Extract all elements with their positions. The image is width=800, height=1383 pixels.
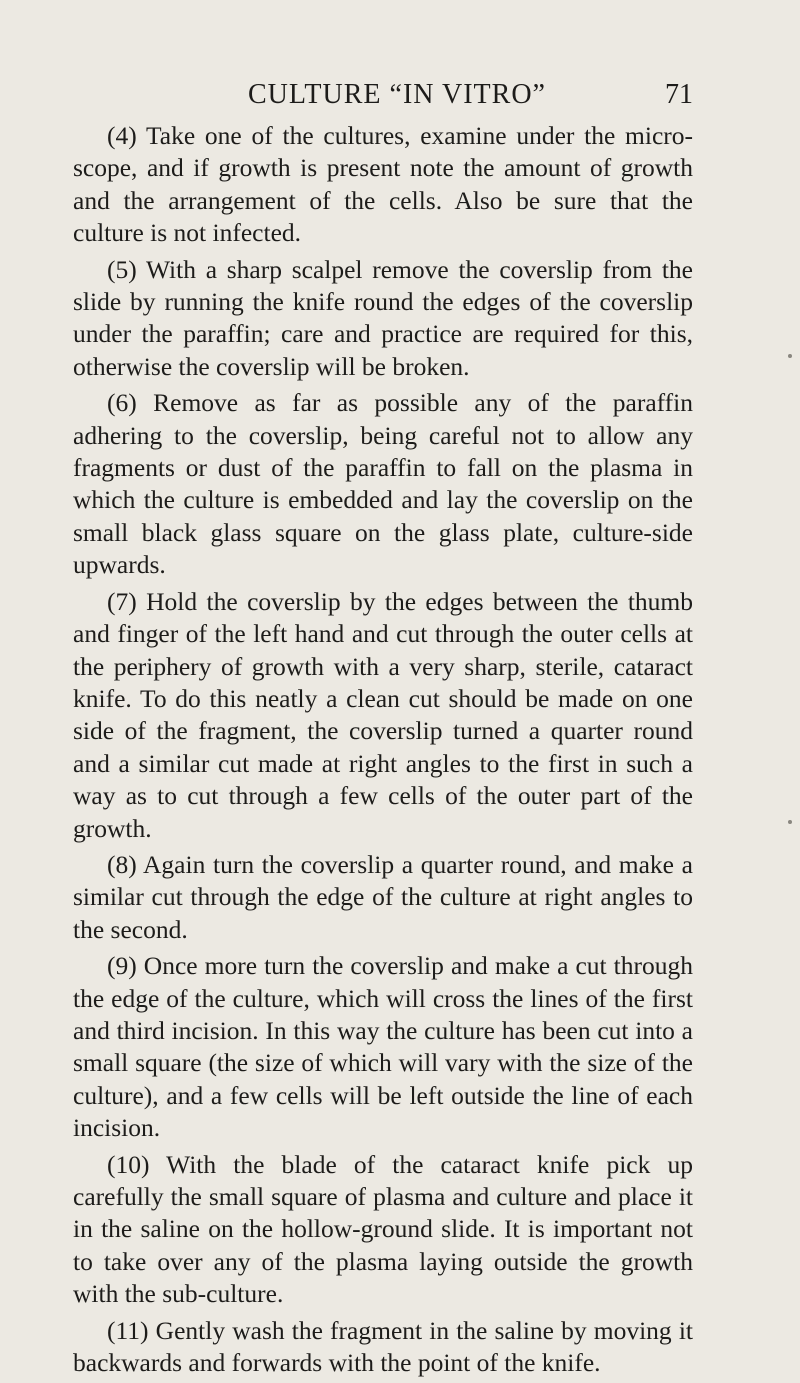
paragraph-step-9: (9) Once more turn the coverslip and make a cut through the edge of the culture, which will cross the lines of the first and third incision. In this way the culture has been cut into a small square (the size of which will vary with the size of the culture), and a few cells will be left outside the line of each incision. — [73, 951, 693, 1143]
page-number: 71 — [665, 79, 693, 110]
paragraph-step-11: (11) Gently wash the fragment in the saline by moving it backwards and forwards with the point of the knife. — [73, 1315, 693, 1378]
paragraph-step-6: (6) Remove as far as possible any of the paraffin adhering to the coverslip, being careful not to allow any fragments or dust of the paraffin to fall on the plasma in which the culture is embedded and lay the coverslip on the small black glass square on the glass plate, culture-side upwards. — [73, 388, 693, 580]
paragraph-step-5: (5) With a sharp scalpel remove the coverslip from the slide by running the knife round the edges of the coverslip under the paraffin; care and practice are required for this, otherwise the coverslip will be broken. — [73, 254, 693, 381]
page-body — [73, 120, 693, 1383]
paragraph-step-8: (8) Again turn the coverslip a quarter round, and make a similar cut through the edge of the culture at right angles to the second. — [73, 849, 693, 944]
running-head: CULTURE “IN VITRO” — [248, 79, 546, 110]
paragraph-step-7: (7) Hold the coverslip by the edges between the thumb and finger of the left hand and cut through the outer cells at the periphery of growth with a very sharp, sterile, cataract knife. To do this neatly a clean cut should be made on one side of the fragment, the coverslip turned a quarter round and a similar cut made at right angles to the first in such a way as to cut through a few cells of the outer part of the growth. — [73, 586, 693, 843]
paragraph-step-4: (4) Take one of the cultures, examine under the micro-scope, and if growth is present note the amount of growth and the arrangement of the cells. Also be sure that the culture is not infected. — [73, 121, 693, 248]
page-speck — [788, 354, 792, 358]
page-speck — [788, 820, 792, 824]
paragraph-step-10: (10) With the blade of the cataract knife pick up carefully the small square of plasma and culture and place it in the saline on the hollow-ground slide. It is important not to take over any of the plasma laying outside the growth with the sub-culture. — [73, 1149, 693, 1309]
page-header — [73, 78, 693, 118]
